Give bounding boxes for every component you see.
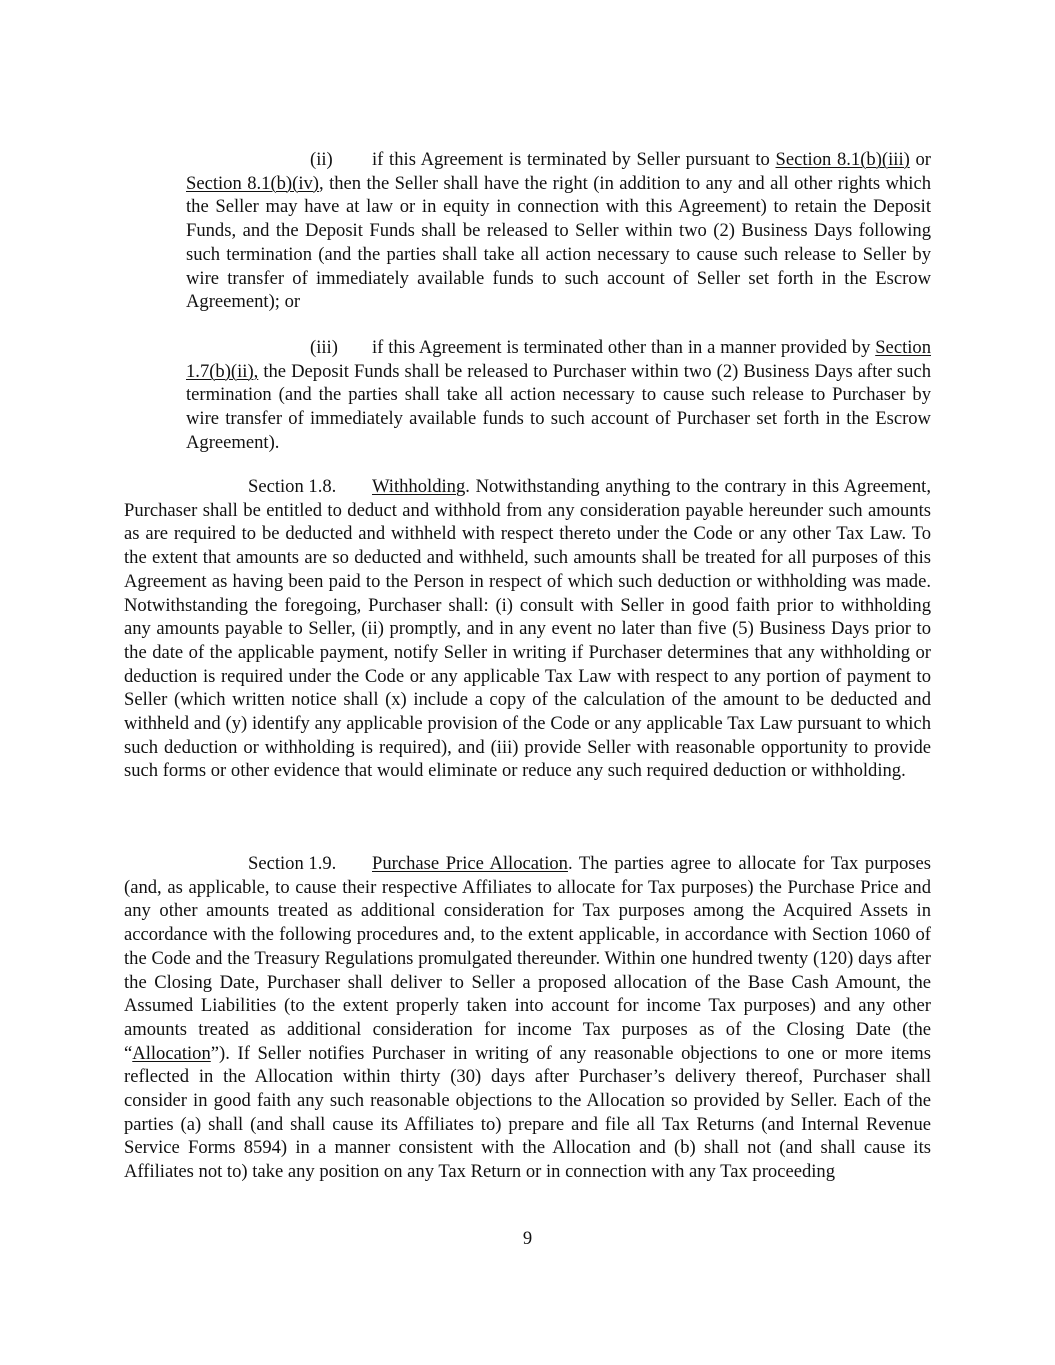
clause-iii-label: (iii)	[310, 337, 338, 358]
clause-iii-reference-1: Section 1.7(b)(ii),	[186, 337, 931, 382]
section-1-9-heading: Purchase Price Allocation	[372, 853, 568, 874]
clause-ii-body: , then the Seller shall have the right (in addition to any and all other rights which the Seller may have at law or in equity in connection with this Agreement) to retain the Deposit Funds, and the Deposit Funds shall be released to Seller within two (2) Business Days following such termination (and the parties shall take all action necessary to cause such release to Seller by wire transfer of immediately available funds to such account of Seller set forth in the Escrow Agreement); or	[186, 172, 931, 313]
section-1-9-body-part-2: ”). If Seller notifies Purchaser in writing of any reasonable objections to one or more items reflected in the Allocation within thirty (30) days after Purchaser’s delivery thereof, Purchaser shall consider in good faith any such reasonable objections to the Allocation so provided by Seller. Each of the parties (a) shall (and shall cause its Affiliates to) prepare and file all Tax Returns (and Internal Revenue Service Forms 8594) in a manner consistent with the Allocation and (b) shall not (and shall cause its Affiliates not to) take any position on any Tax Return or in connection with any Tax proceeding	[124, 1042, 931, 1183]
clause-iii-lead: if this Agreement is terminated other than in a manner provided by	[372, 337, 871, 358]
clause-ii-join: or	[909, 149, 931, 170]
clause-ii-paragraph	[186, 148, 931, 314]
clause-ii-lead: if this Agreement is terminated by Seller pursuant to	[372, 149, 770, 170]
section-1-8-heading: Withholding	[372, 476, 466, 497]
clause-iii-body: the Deposit Funds shall be released to Purchaser within two (2) Business Days after such termination (and the parties shall take all action necessary to cause such release to Purchaser by wire transfer of immediately available funds to such account of Purchaser set forth in the Escrow Agreement).	[186, 360, 931, 453]
section-1-8-body: . Notwithstanding anything to the contrary in this Agreement, Purchaser shall be entitled to deduct and withhold from any consideration payable hereunder such amounts as are required to be deducted and withheld with respect thereto under the Code or any other Tax Law. To the extent that amounts are so deducted and withheld, such amounts shall be treated for all purposes of this Agreement as having been paid to the Person in respect of which such deduction or withholding was made. Notwithstanding the foregoing, Purchaser shall: (i) consult with Seller in good faith prior to withholding any amounts payable to Seller, (ii) promptly, and in any event no later than five (5) Business Days prior to the date of the applicable payment, notify Seller in writing if Purchaser determines that any withholding or deduction is required under the Code or any applicable Tax Law with respect to any portion of payment to Seller (which written notice shall (x) include a copy of the calculation of the amount to be deducted and withheld and (y) identify any applicable provision of the Code or any applicable Tax Law pursuant to which such deduction or withholding is required), and (iii) provide Seller with reasonable opportunity to provide such forms or other evidence that would eliminate or reduce any such required deduction or withholding.	[124, 476, 931, 782]
clause-ii-label: (ii)	[310, 149, 333, 170]
clause-ii-reference-2: Section 8.1(b)(iv)	[186, 172, 319, 194]
clause-iii-paragraph	[186, 336, 931, 455]
allocation-defined-term: Allocation	[132, 1042, 211, 1064]
section-1-9-paragraph	[124, 852, 931, 1184]
clause-ii-reference-1: Section 8.1(b)(iii)	[775, 149, 910, 170]
page-number: 9	[522, 1228, 533, 1249]
section-1-8-paragraph	[124, 475, 931, 783]
section-1-8-number: Section 1.8.	[248, 476, 337, 497]
section-1-9-body-part-1: . The parties agree to allocate for Tax purposes (and, as applicable, to cause their respective Affiliates to allocate for Tax purposes) the Purchase Price and any other amounts treated as additional consideration for Tax purposes among the Acquired Assets in accordance with the following procedures and, to the extent applicable, in accordance with Section 1060 of the Code and the Treasury Regulations promulgated thereunder. Within one hundred twenty (120) days after the Closing Date, Purchaser shall deliver to Seller a proposed allocation of the Base Cash Amount, the Assumed Liabilities (to the extent properly taken into account for income Tax purposes) and any other amounts treated as additional consideration for income Tax purposes as of the Closing Date (the “	[124, 853, 931, 1064]
section-1-9-number: Section 1.9.	[248, 853, 337, 874]
